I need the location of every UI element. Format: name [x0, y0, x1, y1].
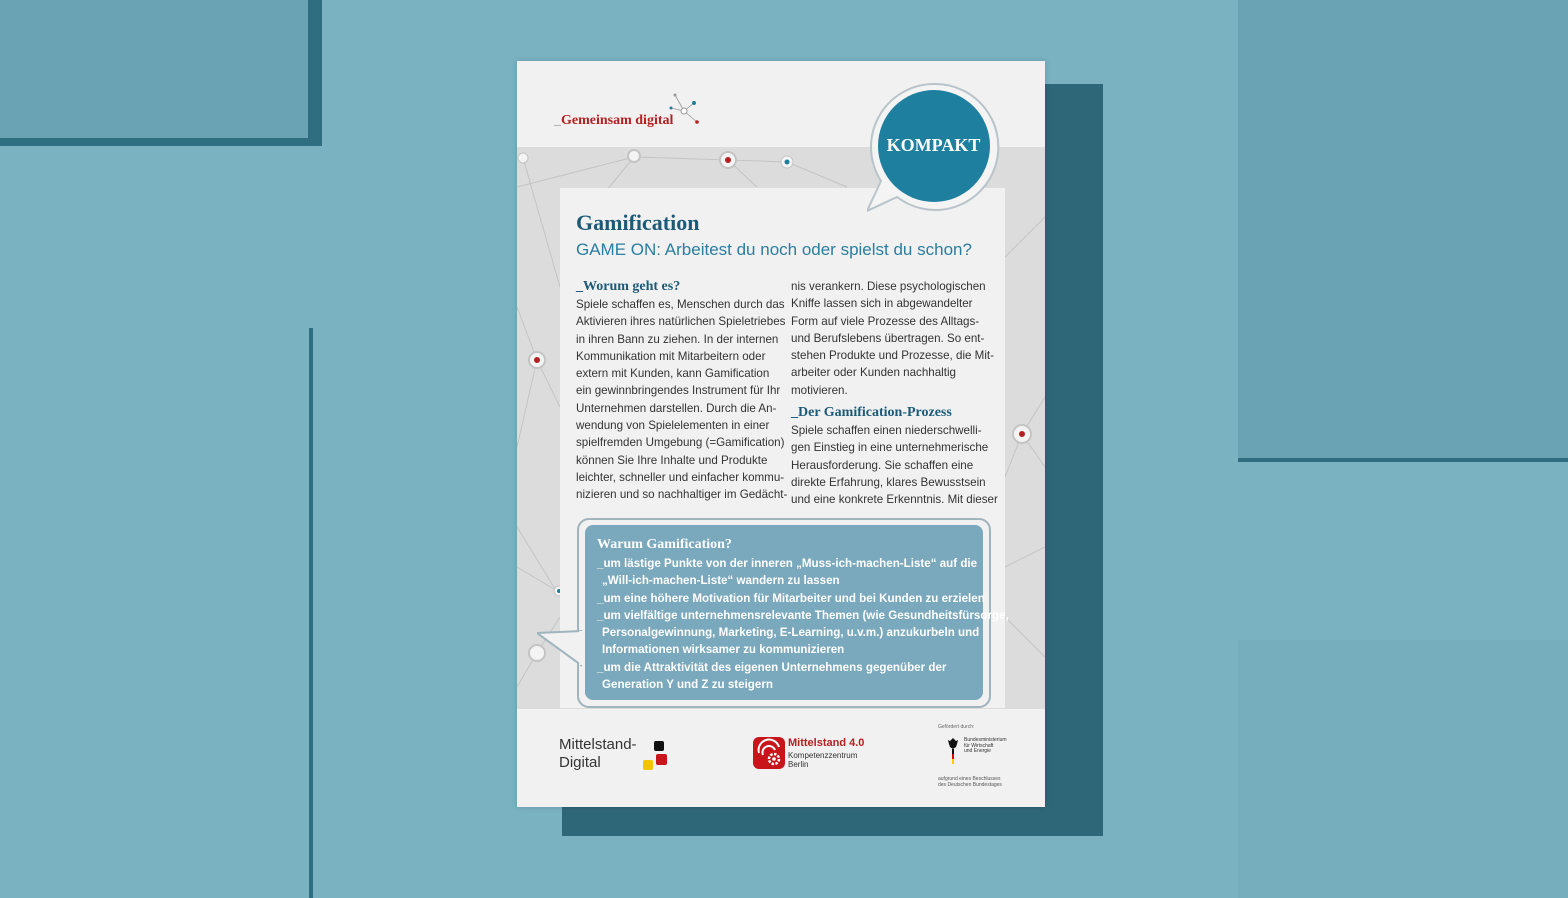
- text-line: Aktivieren ihres natürlichen Spieletriebes: [576, 315, 786, 329]
- page-subtitle: GAME ON: Arbeitest du noch oder spielst du schon?: [576, 240, 972, 259]
- text-line: nizieren und so nachhaltiger im Gedächt-: [576, 488, 788, 502]
- text-line: direkte Erfahrung, klares Bewusstsein: [791, 475, 986, 489]
- text-line: Personalgewinnung, Marketing, E-Learning, u.v.m.) anzukurbeln und: [602, 626, 980, 640]
- background-panel-right: [1238, 0, 1568, 462]
- paragraph: [791, 422, 996, 508]
- paragraph: [791, 278, 996, 399]
- text-line: Kniffe lassen sich in abgewandelter: [791, 297, 973, 311]
- text-line: Spiele schaffen einen niederschwelli-: [791, 424, 982, 438]
- logo-squares-icon: [640, 739, 670, 773]
- text-line: und Berufslebens übertragen. So ent-: [791, 331, 985, 345]
- text-line: spielfremden Umgebung (=Gamification): [576, 436, 785, 450]
- text-line: _um lästige Punkte von der inneren „Muss-ich-machen-Liste“ auf die: [597, 557, 978, 570]
- text-line: leichter, schneller und einfacher kommu-: [576, 470, 785, 484]
- text-line: in ihren Bann zu ziehen. In der internen: [576, 332, 779, 346]
- text-line: können Sie Ihre Inhalte und Produkte: [576, 453, 768, 467]
- text-line: wendung von Spielelementen in einer: [576, 419, 770, 433]
- funding-note: aufgrund eines Beschlusses des Deutschen Bundestages: [938, 776, 1002, 788]
- text-line: „Will-ich-machen-Liste“ wandern zu lassen: [602, 574, 840, 588]
- background-panel-bottom-right: [1238, 640, 1568, 898]
- mittelstand40-title: Mittelstand 4.0: [788, 737, 865, 749]
- mittelstand40-icon: [753, 737, 785, 769]
- text-line: motivieren.: [791, 383, 848, 397]
- paragraph: [576, 296, 788, 504]
- text-line: Herausforderung. Sie schaffen eine: [791, 458, 974, 472]
- brand-logo: _Gemeinsam digital: [554, 113, 674, 128]
- text-line: Spiele schaffen es, Menschen durch das: [576, 298, 785, 311]
- text-line: _um vielfältige unternehmensrelevante Themen (wie Gesundheitsfürsorge,: [597, 608, 1009, 622]
- text-line: gen Einstieg in eine unternehmerische: [791, 441, 989, 455]
- text-line: ein gewinnbringendes Instrument für Ihr: [576, 384, 781, 398]
- text-line: stehen Produkte und Prozesse, die Mit-: [791, 349, 994, 363]
- text-line: nis verankern. Diese psychologischen: [791, 280, 986, 293]
- callout-title: Warum Gamification?: [597, 537, 732, 552]
- molecule-icon: [667, 91, 701, 127]
- background-edge: [1238, 458, 1568, 462]
- background-edge: [309, 328, 313, 898]
- ministry-name: Bundesministerium für Wirtschaft und Energie: [964, 737, 1007, 754]
- text-line: Unternehmen darstellen. Durch die An-: [576, 401, 777, 415]
- funding-label: Gefördert durch:: [938, 724, 975, 730]
- text-line: Generation Y und Z zu steigern: [602, 678, 773, 692]
- section-heading: _Worum geht es?: [576, 279, 681, 294]
- federal-eagle-icon: [947, 737, 959, 765]
- page-title: Gamification: [576, 210, 700, 235]
- text-line: Informationen wirksamer zu kommunizieren: [602, 643, 845, 657]
- callout-box: [585, 525, 1009, 700]
- brand-name: Gemeinsam digital: [561, 113, 674, 128]
- text-column-right: [791, 278, 996, 509]
- mittelstand-digital-logo: Mittelstand- Digital: [559, 736, 637, 771]
- background-edge: [0, 138, 322, 146]
- background-edge: [308, 0, 322, 146]
- mittelstand40-subtitle: Kompetenzzentrum Berlin: [788, 751, 858, 769]
- background-panel-top-left: [0, 0, 322, 146]
- text-line: _um eine höhere Motivation für Mitarbeiter und bei Kunden zu erzielen: [597, 591, 985, 605]
- text-line: und eine konkrete Erkenntnis. Mit dieser: [791, 493, 998, 507]
- text-line: Kommunikation mit Mitarbeitern oder: [576, 349, 766, 363]
- section-heading: _Der Gamification-Prozess: [791, 405, 952, 421]
- kompakt-label: KOMPAKT: [886, 135, 981, 155]
- text-line: Form auf viele Prozesse des Alltags-: [791, 314, 980, 328]
- text-line: _um die Attraktivität des eigenen Unternehmens gegenüber der: [597, 660, 947, 674]
- text-line: arbeiter oder Kunden nachhaltig: [791, 366, 957, 380]
- callout-list: [597, 555, 1009, 693]
- flyer-sheet: [517, 61, 1045, 807]
- text-line: extern mit Kunden, kann Gamification: [576, 367, 770, 381]
- text-column-left: [576, 278, 788, 504]
- footer: [517, 709, 1045, 807]
